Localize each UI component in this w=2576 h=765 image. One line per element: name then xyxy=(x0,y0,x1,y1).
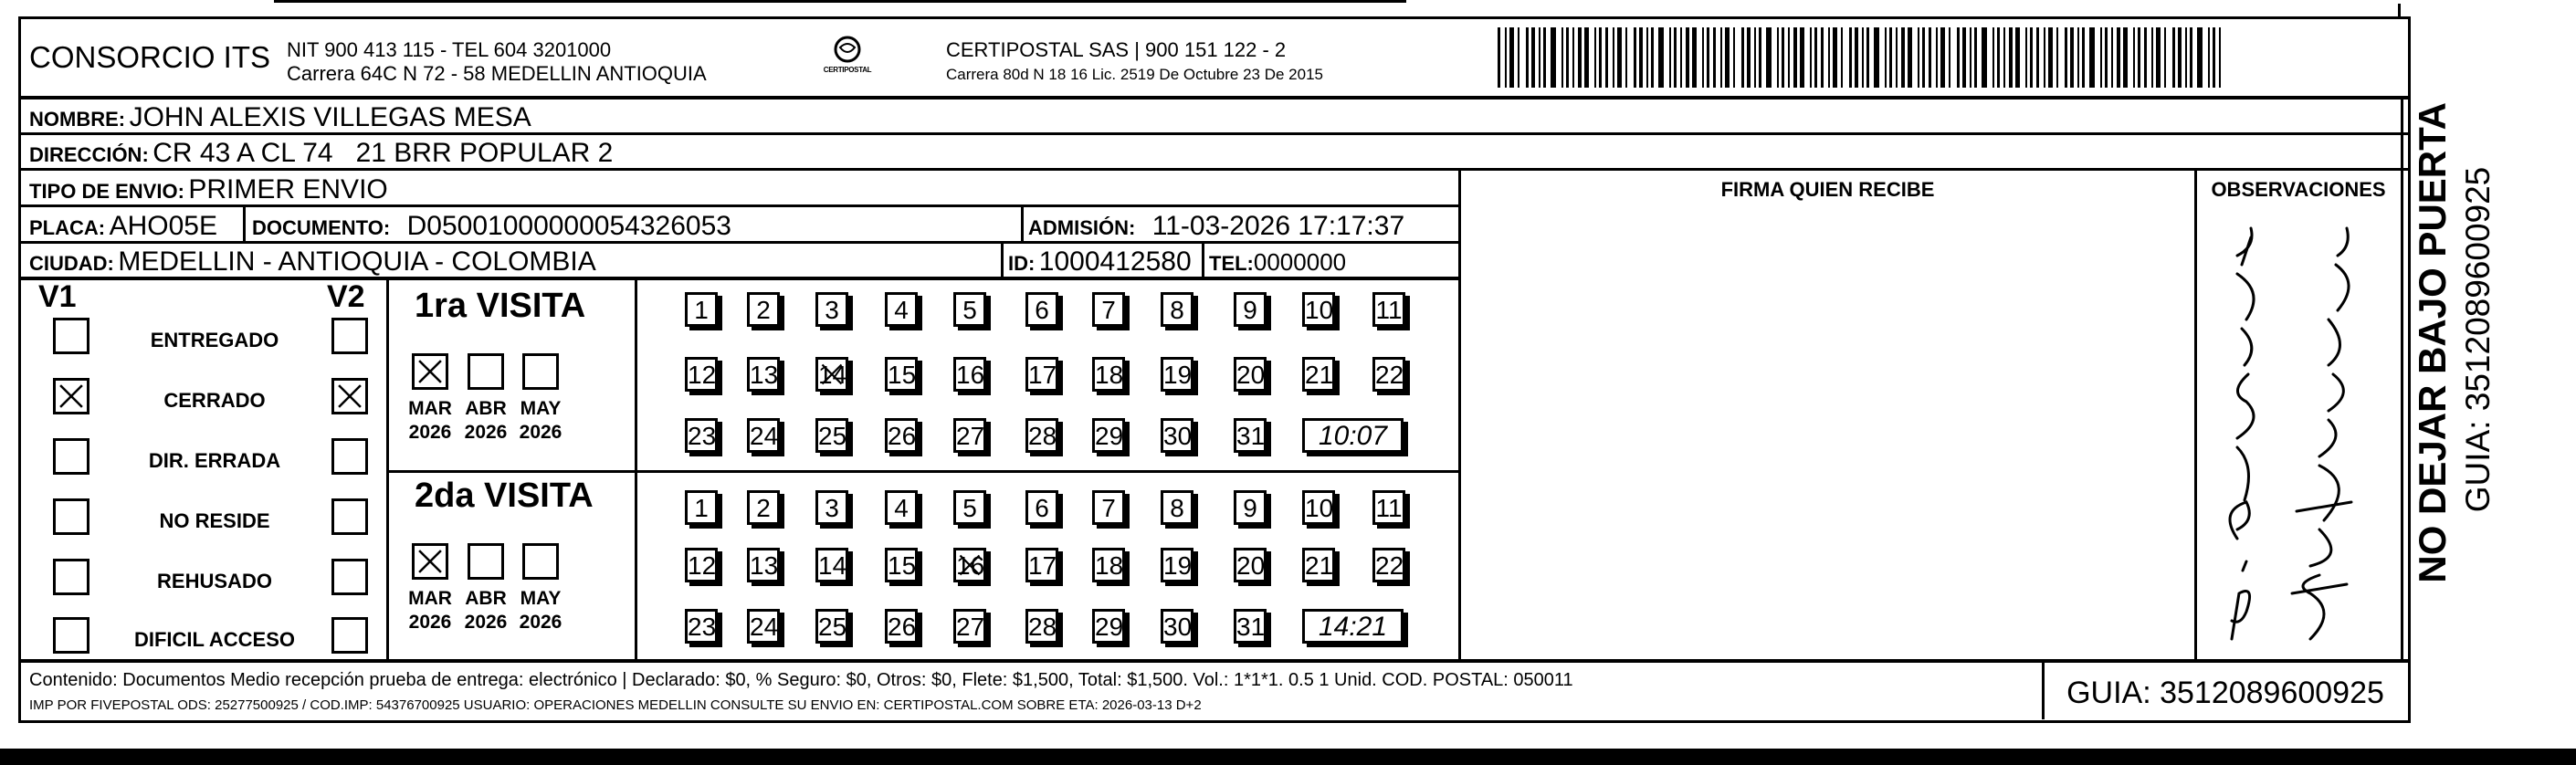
side-guide-wrap xyxy=(2458,102,2498,577)
v1-status-checkbox[interactable] xyxy=(53,617,89,654)
first-visit-divider xyxy=(635,277,637,470)
barcode-bar xyxy=(1936,27,1938,88)
handwritten-observation xyxy=(2201,210,2398,657)
month-year: 2026 xyxy=(519,612,563,633)
side-guide-number: GUIA: 3512089600925 xyxy=(2459,166,2497,513)
month-label xyxy=(513,587,568,634)
barcode-bar xyxy=(1885,27,1887,88)
day-box[interactable]: 7 xyxy=(1092,490,1125,525)
footer-content: Contenido: Documentos Medio recepción prueba de entrega: electrónico | Declarado: $0, % Seguro: $0, Otros: $0, Flete: $1,500, Total: $1,500. Vol.: 1*1*1. 0.5 1 Unid. COD. POSTAL: 050011 xyxy=(29,670,1573,690)
month-label xyxy=(403,587,457,634)
day-box[interactable]: 10 xyxy=(1302,490,1335,525)
city-label: CIUDAD: xyxy=(29,252,114,275)
barcode-bar xyxy=(2009,27,2013,88)
barcode-bar xyxy=(1800,27,1804,88)
day-box[interactable]: 22 xyxy=(1372,548,1405,582)
admission-field xyxy=(1028,211,1404,242)
month-name: ABR xyxy=(465,588,507,609)
admission-divider xyxy=(1021,204,1024,241)
footer-print-info: IMP POR FIVEPOSTAL ODS: 25277500925 / COD.IMP: 54376700925 USUARIO: OPERACIONES MEDELLIN CONSULTE SU ENVIO EN: CERTIPOSTAL.COM SOBRE ETA: 2026-03-13 D+2 xyxy=(29,697,1202,713)
certipostal-license: Carrera 80d N 18 16 Lic. 2519 De Octubre 23 De 2015 xyxy=(946,66,1323,83)
barcode-bar xyxy=(1896,27,1898,88)
month-checkbox[interactable] xyxy=(412,543,448,580)
barcode-bar xyxy=(1862,27,1864,88)
v2-status-checkbox[interactable] xyxy=(331,378,368,414)
barcode-bar xyxy=(1849,27,1852,88)
status-label: NO RESIDE xyxy=(159,509,270,532)
barcode-bar xyxy=(1634,27,1636,88)
logo-caption: CERTIPOSTAL xyxy=(823,66,872,74)
month-name: MAR xyxy=(408,398,452,419)
v2-status-checkbox[interactable] xyxy=(331,559,368,595)
barcode-bar xyxy=(2190,27,2192,88)
second-visit-divider xyxy=(635,470,637,661)
barcode-bar xyxy=(1754,27,1756,88)
barcode-bar xyxy=(1539,27,1540,88)
day-box[interactable]: 13 xyxy=(747,548,780,582)
day-box[interactable]: 31 xyxy=(1234,609,1267,644)
side-instruction-wrap xyxy=(2409,102,2456,650)
barcode-bar xyxy=(2117,27,2120,88)
day-box[interactable]: 15 xyxy=(885,357,918,392)
barcode-bar xyxy=(1518,27,1519,88)
day-box[interactable]: 29 xyxy=(1092,418,1125,453)
admission-label: ADMISIÓN: xyxy=(1028,216,1136,239)
barcode-bar xyxy=(1584,27,1589,88)
month-year: 2026 xyxy=(464,612,508,633)
month-checkbox[interactable] xyxy=(522,543,559,580)
city-field xyxy=(29,246,596,278)
day-box[interactable]: 14 xyxy=(815,357,848,392)
day-box[interactable]: 9 xyxy=(1234,490,1267,525)
day-box[interactable]: 28 xyxy=(1025,418,1058,453)
barcode-bar xyxy=(1680,27,1682,88)
day-box[interactable]: 5 xyxy=(953,292,986,327)
month-checkbox[interactable] xyxy=(468,353,504,390)
day-box[interactable]: 27 xyxy=(953,418,986,453)
barcode-bar xyxy=(2111,27,2113,88)
barcode-bar xyxy=(1686,27,1689,88)
day-box[interactable]: 6 xyxy=(1025,490,1058,525)
barcode-bar xyxy=(2156,27,2161,88)
day-box[interactable]: 11 xyxy=(1372,490,1405,525)
barcode-bar xyxy=(1974,27,1977,88)
no-dejar-bajo-puerta: NO DEJAR BAJO PUERTA xyxy=(2411,102,2454,583)
barcode-bar xyxy=(1810,27,1812,88)
barcode-bar xyxy=(1720,27,1722,88)
bottom-edge-band xyxy=(0,749,2576,765)
day-box[interactable]: 21 xyxy=(1302,548,1335,582)
day-box[interactable]: 18 xyxy=(1092,548,1125,582)
barcode-bar xyxy=(2015,27,2020,88)
barcode-bar xyxy=(1793,27,1797,88)
side-column-border xyxy=(2401,96,2403,661)
footer-guide-number: GUIA: 3512089600925 xyxy=(2066,676,2384,710)
day-box[interactable]: 28 xyxy=(1025,609,1058,644)
day-box[interactable]: 29 xyxy=(1092,609,1125,644)
barcode-bar xyxy=(1833,27,1837,88)
barcode-bar xyxy=(1551,27,1556,88)
name-field xyxy=(29,102,531,133)
month-label xyxy=(458,587,513,634)
visits-divider xyxy=(386,470,1459,473)
day-box[interactable]: 26 xyxy=(885,418,918,453)
barcode-bar xyxy=(1788,27,1790,88)
status-label: REHUSADO xyxy=(157,570,272,592)
tel-divider xyxy=(1202,241,1204,278)
barcode-bar xyxy=(1707,27,1709,88)
day-box[interactable]: 8 xyxy=(1161,490,1193,525)
day-box[interactable]: 31 xyxy=(1234,418,1267,453)
plate-field xyxy=(29,211,217,242)
v1-status-checkbox[interactable] xyxy=(53,498,89,535)
day-box[interactable]: 12 xyxy=(685,357,718,392)
v2-status-checkbox[interactable] xyxy=(331,617,368,654)
day-box[interactable]: 23 xyxy=(685,418,718,453)
barcode-bar xyxy=(1874,27,1879,88)
barcode-bar xyxy=(1741,27,1744,88)
send-type-field xyxy=(29,174,388,205)
day-box[interactable]: 1 xyxy=(685,292,718,327)
observations-header: OBSERVACIONES xyxy=(2211,178,2386,201)
barcode-bar xyxy=(1828,27,1830,88)
header-divider xyxy=(18,96,2408,100)
address-field xyxy=(29,138,613,169)
right-edge-tick xyxy=(2398,4,2401,16)
barcode-bar xyxy=(1747,27,1751,88)
barcode-bar xyxy=(1889,27,1892,88)
v2-label: V2 xyxy=(327,279,365,314)
barcode-bar xyxy=(1669,27,1671,88)
barcode-bar xyxy=(2172,27,2175,88)
id-divider xyxy=(1001,241,1004,278)
barcode-bar xyxy=(1821,27,1824,88)
day-box[interactable]: 23 xyxy=(685,609,718,644)
day-box[interactable]: 25 xyxy=(815,609,848,644)
day-box[interactable]: 10 xyxy=(1302,292,1335,327)
city: MEDELLIN - ANTIOQUIA - COLOMBIA xyxy=(118,246,596,277)
month-name: MAY xyxy=(520,588,562,609)
month-year: 2026 xyxy=(408,612,452,633)
day-box[interactable]: 22 xyxy=(1372,357,1405,392)
recipient-address: CR 43 A CL 74 21 BRR POPULAR 2 xyxy=(152,138,614,168)
day-box[interactable]: 7 xyxy=(1092,292,1125,327)
observations-left-border xyxy=(2194,168,2197,661)
second-visit-title: 2da VISITA xyxy=(415,477,594,515)
barcode-bar xyxy=(1962,27,1966,88)
status-label: DIFICIL ACCESO xyxy=(133,628,295,651)
day-box[interactable]: 30 xyxy=(1161,609,1193,644)
day-box[interactable]: 11 xyxy=(1372,292,1405,327)
barcode-bar xyxy=(2030,27,2033,88)
month-year: 2026 xyxy=(408,422,452,443)
barcode-bar xyxy=(2048,27,2053,88)
barcode-bar xyxy=(1940,27,1945,88)
day-box[interactable]: 3 xyxy=(815,292,848,327)
day-box[interactable]: 16 xyxy=(953,357,986,392)
v2-status-checkbox[interactable] xyxy=(331,318,368,354)
barcode-bar xyxy=(1651,27,1654,88)
barcode-bar xyxy=(1625,27,1627,88)
v1-label: V1 xyxy=(38,279,77,314)
barcode-bar xyxy=(2185,27,2187,88)
day-box[interactable]: 8 xyxy=(1161,292,1193,327)
day-box[interactable]: 25 xyxy=(815,418,848,453)
day-box[interactable]: 1 xyxy=(685,490,718,525)
month-label xyxy=(458,397,513,445)
barcode-bar xyxy=(1759,27,1761,88)
first-visit-title: 1ra VISITA xyxy=(415,287,586,325)
barcode-bar xyxy=(1713,27,1716,88)
month-label xyxy=(513,397,568,445)
month-checkbox[interactable] xyxy=(468,543,504,580)
status-label: DIR. ERRADA xyxy=(148,449,281,472)
barcode-bar xyxy=(1997,27,2000,88)
admission-date: 11-03-2026 17:17:37 xyxy=(1151,211,1405,241)
barcode-bar xyxy=(1646,27,1648,88)
company-name: CONSORCIO ITS xyxy=(29,40,271,74)
barcode-bar xyxy=(2065,27,2067,88)
month-year: 2026 xyxy=(464,422,508,443)
barcode-bar xyxy=(2164,27,2166,88)
tel-label: TEL: xyxy=(1209,252,1254,275)
day-box[interactable]: 12 xyxy=(685,548,718,582)
month-checkbox[interactable] xyxy=(522,353,559,390)
id-number: 1000412580 xyxy=(1038,246,1192,277)
v1-status-checkbox[interactable] xyxy=(53,378,89,414)
barcode-bar xyxy=(1992,27,1994,88)
barcode-bar xyxy=(1982,27,1987,88)
tel-number: 0000000 xyxy=(1253,248,1347,276)
barcode-bar xyxy=(1777,27,1779,88)
barcode-bar xyxy=(2208,27,2210,88)
v1-status-checkbox[interactable] xyxy=(53,318,89,354)
barcode-bar xyxy=(2219,27,2221,88)
barcode-bar xyxy=(2138,27,2140,88)
barcode-bar xyxy=(2077,27,2079,88)
plate-divider xyxy=(243,204,246,241)
day-box[interactable]: 2 xyxy=(747,490,780,525)
barcode-bar xyxy=(2123,27,2128,88)
barcode-bar xyxy=(2133,27,2135,88)
day-box[interactable]: 17 xyxy=(1025,357,1058,392)
day-box[interactable]: 3 xyxy=(815,490,848,525)
certipostal-logo xyxy=(818,35,877,80)
name-label: NOMBRE: xyxy=(29,108,126,131)
document-number: D05001000000054326053 xyxy=(406,211,731,241)
barcode-bar xyxy=(1766,27,1772,88)
barcode-bar xyxy=(2213,27,2215,88)
barcode-bar xyxy=(1639,27,1643,88)
day-box[interactable]: 30 xyxy=(1161,418,1193,453)
top-edge-line xyxy=(274,0,1406,3)
barcode-bar xyxy=(2025,27,2027,88)
barcode-bar xyxy=(2070,27,2074,88)
barcode-bar xyxy=(2082,27,2085,88)
day-box[interactable]: 14 xyxy=(815,548,848,582)
barcode-bar xyxy=(2089,27,2095,88)
barcode-bar xyxy=(1566,27,1569,88)
signature-left-border xyxy=(1458,168,1461,661)
barcode-bar xyxy=(1531,27,1535,88)
barcode-bar xyxy=(2003,27,2005,88)
barcode-bar xyxy=(1572,27,1574,88)
day-box[interactable]: 20 xyxy=(1234,548,1267,582)
company-address: Carrera 64C N 72 - 58 MEDELLIN ANTIOQUIA xyxy=(287,62,707,85)
barcode-bar xyxy=(1594,27,1596,88)
day-box[interactable]: 2 xyxy=(747,292,780,327)
company-nit: NIT 900 413 115 - TEL 604 3201000 xyxy=(287,38,612,61)
send-type-label: TIPO DE ENVIO: xyxy=(29,180,184,203)
barcode-bar xyxy=(2056,27,2058,88)
barcode-bar xyxy=(1929,27,1931,88)
barcode-bar xyxy=(1970,27,1971,88)
day-box[interactable]: 13 xyxy=(747,357,780,392)
recipient-name: JOHN ALEXIS VILLEGAS MESA xyxy=(129,102,531,132)
plate: AHO05E xyxy=(109,211,217,241)
barcode-bar xyxy=(1782,27,1784,88)
document-field xyxy=(252,211,731,242)
footer-guide-divider xyxy=(2042,661,2045,719)
tel-field xyxy=(1209,248,1346,277)
month-year: 2026 xyxy=(519,422,563,443)
barcode-bar xyxy=(2197,27,2203,88)
footer-top-line xyxy=(18,659,2408,663)
document-label: DOCUMENTO: xyxy=(252,216,391,239)
day-box[interactable]: 27 xyxy=(953,609,986,644)
plate-label: PLACA: xyxy=(29,216,106,239)
barcode-bar xyxy=(1599,27,1602,88)
barcode-bar xyxy=(2178,27,2182,88)
id-label: ID: xyxy=(1008,252,1036,275)
day-box[interactable]: 5 xyxy=(953,490,986,525)
barcode-bar xyxy=(2144,27,2147,88)
month-label xyxy=(403,397,457,445)
barcode-bar xyxy=(2105,27,2108,88)
barcode-bar xyxy=(1918,27,1919,88)
barcode-bar xyxy=(2151,27,2153,88)
barcode-bar xyxy=(1702,27,1704,88)
v1-status-checkbox[interactable] xyxy=(53,559,89,595)
barcode xyxy=(1498,0,2228,91)
day-box[interactable]: 4 xyxy=(885,292,918,327)
barcode-bar xyxy=(1509,27,1514,88)
barcode-bar xyxy=(1725,27,1730,88)
day-box[interactable]: 18 xyxy=(1092,357,1125,392)
barcode-bar xyxy=(1498,27,1500,88)
barcode-bar xyxy=(1526,27,1529,88)
barcode-bar xyxy=(1617,27,1622,88)
status-label: ENTREGADO xyxy=(150,329,279,351)
visit-time-box[interactable]: 14:21 xyxy=(1302,609,1404,644)
barcode-bar xyxy=(1949,27,1950,88)
v2-status-checkbox[interactable] xyxy=(331,498,368,535)
day-box[interactable]: 19 xyxy=(1161,548,1193,582)
barcode-bar xyxy=(1901,27,1905,88)
day-box[interactable]: 16 xyxy=(953,548,986,582)
barcode-bar xyxy=(2044,27,2045,88)
barcode-bar xyxy=(1658,27,1664,88)
signature-header: FIRMA QUIEN RECIBE xyxy=(1720,178,1935,201)
barcode-bar xyxy=(1613,27,1614,88)
status-label: CERRADO xyxy=(163,389,266,412)
barcode-bar xyxy=(2036,27,2039,88)
status-visits-divider xyxy=(386,277,389,661)
day-box[interactable]: 26 xyxy=(885,609,918,644)
barcode-bar xyxy=(1855,27,1858,88)
barcode-bar xyxy=(1841,27,1843,88)
day-box[interactable]: 24 xyxy=(747,418,780,453)
barcode-bar xyxy=(1957,27,1960,88)
barcode-bar xyxy=(1674,27,1677,88)
day-box[interactable]: 17 xyxy=(1025,548,1058,582)
barcode-bar xyxy=(1505,27,1507,88)
v2-status-checkbox[interactable] xyxy=(331,438,368,475)
day-box[interactable]: 15 xyxy=(885,548,918,582)
barcode-bar xyxy=(1814,27,1817,88)
barcode-bar xyxy=(1733,27,1735,88)
barcode-bar xyxy=(1866,27,1869,88)
visit-time-box[interactable]: 10:07 xyxy=(1302,418,1404,453)
barcode-bar xyxy=(1908,27,1912,88)
barcode-bar xyxy=(1692,27,1697,88)
month-name: ABR xyxy=(465,398,507,419)
month-checkbox[interactable] xyxy=(412,353,448,390)
day-box[interactable]: 24 xyxy=(747,609,780,644)
barcode-bar xyxy=(1561,27,1563,88)
month-name: MAR xyxy=(408,588,452,609)
address-label: DIRECCIÓN: xyxy=(29,143,149,166)
barcode-bar xyxy=(1578,27,1582,88)
day-box[interactable]: 20 xyxy=(1234,357,1267,392)
send-type: PRIMER ENVIO xyxy=(188,174,388,204)
day-box[interactable]: 9 xyxy=(1234,292,1267,327)
barcode-bar xyxy=(1922,27,1925,88)
month-name: MAY xyxy=(520,398,562,419)
day-box[interactable]: 19 xyxy=(1161,357,1193,392)
day-box[interactable]: 4 xyxy=(885,490,918,525)
day-box[interactable]: 21 xyxy=(1302,357,1335,392)
barcode-bar xyxy=(1543,27,1546,88)
barcode-bar xyxy=(2100,27,2102,88)
id-field xyxy=(1008,246,1192,278)
v1-status-checkbox[interactable] xyxy=(53,438,89,475)
day-box[interactable]: 6 xyxy=(1025,292,1058,327)
handwriting-signature-icon xyxy=(2201,210,2398,657)
certipostal-info: CERTIPOSTAL SAS | 900 151 122 - 2 xyxy=(946,38,1287,61)
barcode-bar xyxy=(1605,27,1608,88)
